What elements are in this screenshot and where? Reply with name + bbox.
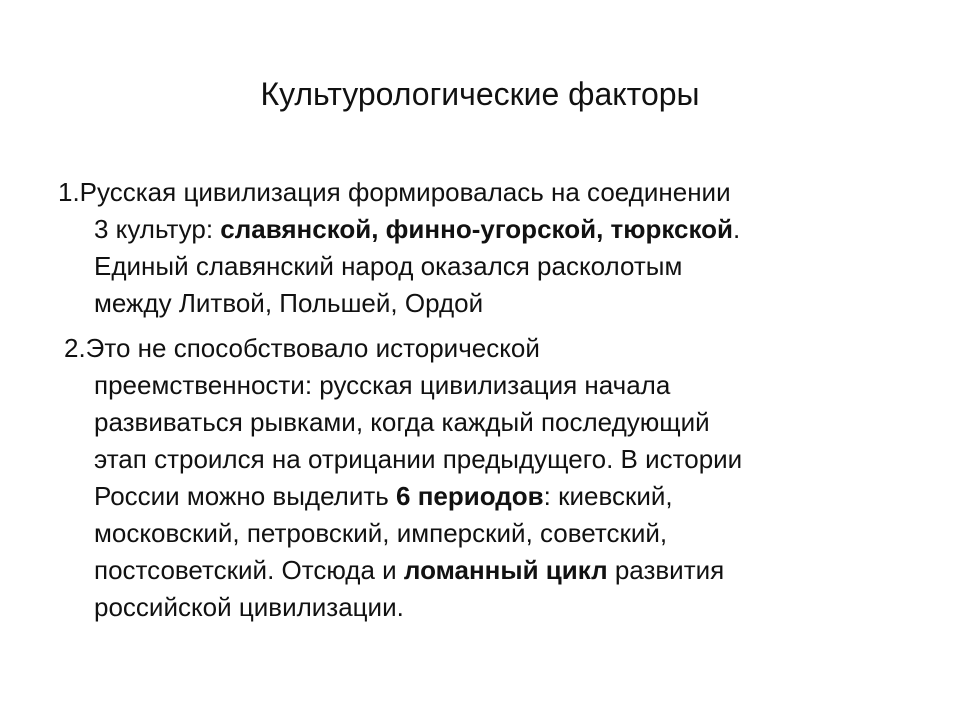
paragraph-2-line-7 [64, 552, 742, 589]
paragraph-1-line-2-prefix: 3 культур: [94, 214, 221, 244]
paragraph-1-line-2-suffix: . [733, 214, 741, 244]
cycle-emphasis: ломанный цикл [403, 555, 608, 585]
paragraph-2-line-5 [64, 478, 742, 515]
paragraph-1-line-4: между Литвой, Польшей, Ордой [94, 288, 484, 318]
paragraph-2-line-8: российской цивилизации. [94, 592, 404, 622]
slide-title: Культурологические факторы [260, 76, 700, 112]
paragraph-1 [58, 174, 740, 322]
paragraph-1-line-1: 1.Русская цивилизация формировалась на соединении [58, 177, 731, 207]
paragraph-2-line-4: этап строился на отрицании предыдущего. В истории [94, 444, 743, 474]
cultures-emphasis: славянской, финно-угорской, тюркской [220, 214, 733, 244]
paragraph-2-line-7-suffix: развития [607, 555, 725, 585]
paragraph-2-line-5-suffix: : киевский, [543, 481, 673, 511]
paragraph-2-line-6: московский, петровский, имперский, советский, [94, 518, 668, 548]
paragraph-1-line-2 [58, 211, 740, 248]
paragraph-1-line-3: Единый славянский народ оказался расколотым [94, 251, 683, 281]
paragraph-2-line-1: 2.Это не способствовало исторической [64, 333, 540, 363]
paragraph-2-line-5-prefix: России можно выделить [94, 481, 397, 511]
paragraph-2-line-7-prefix: постсоветский. Отсюда и [94, 555, 404, 585]
paragraph-2-line-3: развиваться рывками, когда каждый последующий [94, 407, 710, 437]
paragraph-2-line-2: преемственности: русская цивилизация начала [94, 370, 671, 400]
paragraph-2 [64, 330, 742, 626]
periods-emphasis: 6 периодов [396, 481, 544, 511]
